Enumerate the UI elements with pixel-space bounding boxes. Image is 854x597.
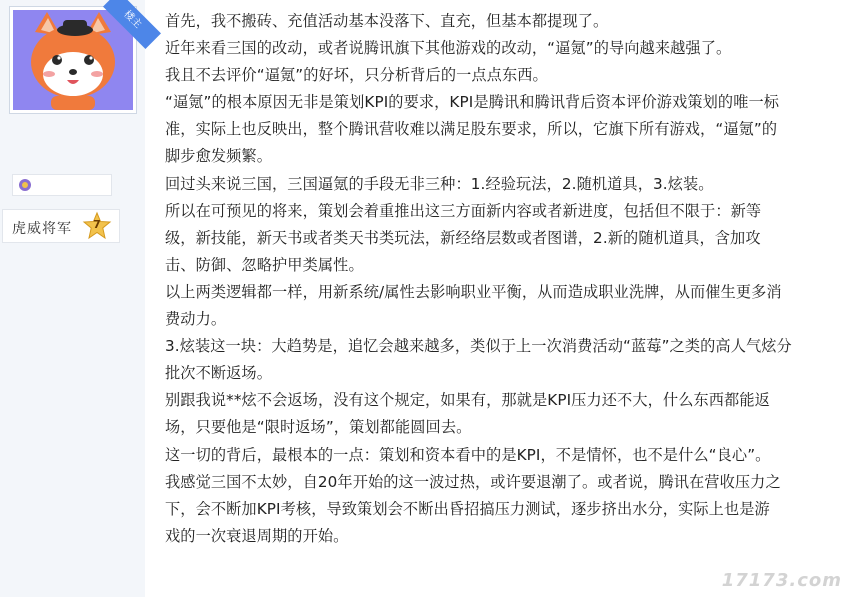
post-line: 以上两类逻辑都一样，用新系统/属性去影响职业平衡，从而造成职业洗牌，从而催生更多消 — [165, 282, 782, 301]
post-line: 级，新技能，新天书或者类天书类玩法，新经络层数或者图谱，2.新的随机道具，含加攻 — [165, 228, 761, 247]
post-line: 近年来看三国的改动，或者说腾讯旗下其他游戏的改动，“逼氪”的导向越来越强了。 — [165, 39, 732, 58]
post-line: 脚步愈发频繁。 — [165, 147, 273, 166]
rank-title: 虎威将军 — [12, 221, 72, 237]
avatar[interactable] — [13, 10, 133, 110]
post-line: 我且不去评价“逼氪”的好坏，只分析背后的一点点东西。 — [165, 66, 548, 85]
post-line: 回过头来说三国，三国逼氪的手段无非三种：1.经验玩法，2.随机道具，3.炫装。 — [165, 174, 714, 193]
post-line: 我感觉三国不太妙，自20年开始的这一波过热，或许要退潮了。或者说，腾讯在营收压力之 — [165, 472, 781, 491]
post-line: 所以在可预见的将来，策划会着重推出这三方面新内容或者新进度，包括但不限于：新等 — [165, 201, 762, 220]
rank-level: 7 — [93, 218, 101, 231]
post-line: 这一切的背后，最根本的一点：策划和资本看中的是KPI，不是情怀，也不是什么“良心”。 — [165, 445, 771, 464]
post-body — [165, 8, 845, 550]
post-line: 批次不断返场。 — [165, 364, 273, 383]
post-line: 费动力。 — [165, 310, 227, 329]
post-line: 首先，我不搬砖、充值活动基本没落下、直充，但基本都提现了。 — [165, 12, 609, 30]
post-line: 击、防御、忽略护甲类属性。 — [165, 255, 364, 274]
site-watermark: 17173.com — [721, 570, 842, 591]
medal-row[interactable] — [12, 174, 112, 196]
medal-icon[interactable] — [17, 178, 33, 192]
post-line: “逼氪”的根本原因无非是策划KPI的要求，KPI是腾讯和腾讯背后资本评价游戏策划的唯一标 — [165, 93, 780, 112]
post-line: 别跟我说**炫不会返场，没有这个规定，如果有，那就是KPI压力还不大，什么东西都能返 — [165, 391, 770, 410]
rank-box — [2, 209, 120, 243]
post-line: 戏的一次衰退周期的开始。 — [165, 526, 349, 545]
author-sidebar — [0, 0, 145, 597]
op-corner-badge: 楼主 — [103, 0, 161, 49]
avatar-frame[interactable] — [9, 6, 144, 114]
post-line: 场，只要他是“限时返场”，策划都能圆回去。 — [165, 418, 472, 437]
post-line: 下，会不断加KPI考核，导致策划会不断出昏招搞压力测试，逐步挤出水分，实际上也是游 — [165, 499, 770, 518]
post-line: 3.炫装这一块：大趋势是，追忆会越来越多，类似于上一次消费活动“蓝莓”之类的高人气炫分 — [165, 337, 792, 356]
post-line: 准，实际上也反映出，整个腾讯营收难以满足股东要求，所以，它旗下所有游戏，“逼氪”的 — [165, 120, 778, 139]
